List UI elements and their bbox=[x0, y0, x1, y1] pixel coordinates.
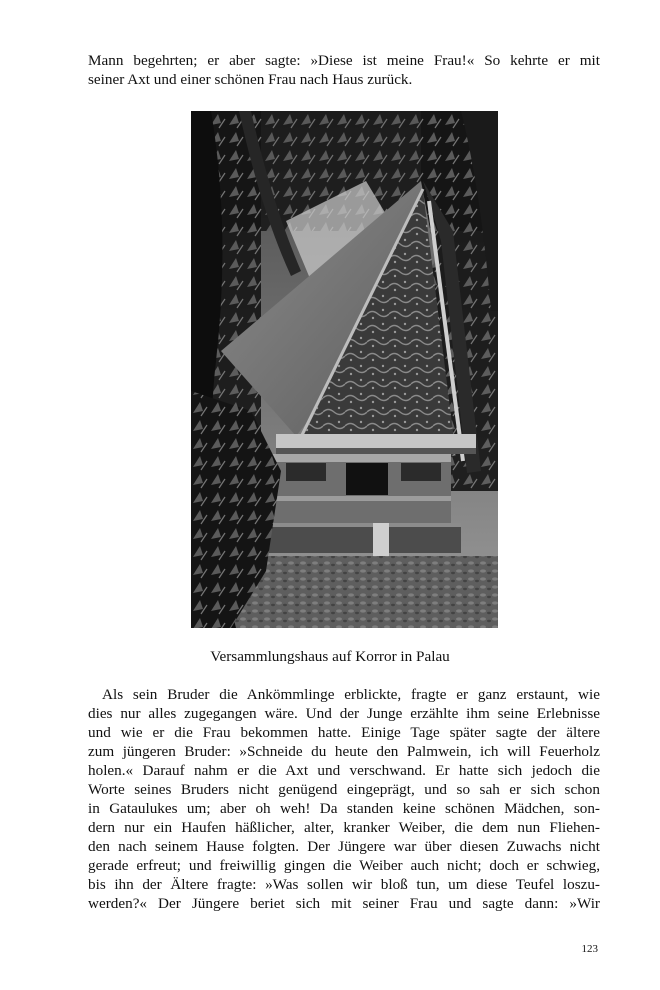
text-line: bis ihn der Ältere fragte: »Was sollen wir bloß tun, um diese Teufel loszu- bbox=[88, 876, 600, 893]
page-number: 123 bbox=[581, 943, 598, 955]
text-line: Mann begehrten; er aber sagte: »Diese ist meine Frau!« So kehrte er mit bbox=[88, 52, 600, 69]
text-line: werden?« Der Jüngere beriet sich mit seiner Frau und sagte dann: »Wir bbox=[88, 895, 600, 912]
text-line: holen.« Darauf nahm er die Axt und verschwand. Er hatte sich jedoch die bbox=[88, 762, 600, 779]
text-line: in Gataulukes um; aber oh weh! Da standen keine schönen Mädchen, son- bbox=[88, 800, 600, 817]
meeting-house-photo bbox=[191, 111, 498, 628]
text-line: seiner Axt und einer schönen Frau nach Haus zurück. bbox=[88, 71, 413, 88]
text-line: zum jüngeren Bruder: »Schneide du heute den Palmwein, ich will Feuerholz bbox=[88, 743, 600, 760]
text-line: und wie er die Frau bekommen hatte. Einige Tage später sagte der ältere bbox=[88, 724, 600, 741]
text-line: den nach seinem Hause folgten. Der Jüngere war über diesen Zuwachs nicht bbox=[88, 838, 600, 855]
text-line: Worte seines Bruders nicht genügend eingeprägt, und so sah er sich schon bbox=[88, 781, 600, 798]
text-line: Als sein Bruder die Ankömmlinge erblickte, fragte er ganz erstaunt, wie bbox=[102, 686, 600, 703]
text-line: dies nur alles zugegangen wäre. Und der Junge erzählte ihm seine Erlebnisse bbox=[88, 705, 600, 722]
figure-caption: Versammlungshaus auf Korror in Palau bbox=[210, 648, 450, 665]
text-line: dern nur ein Haufen häßlicher, alter, kranker Weiber, die dem nun Fliehen- bbox=[88, 819, 600, 836]
text-line: gerade erfreut; und freiwillig gingen die Weiber auch nicht; doch er schwieg, bbox=[88, 857, 600, 874]
